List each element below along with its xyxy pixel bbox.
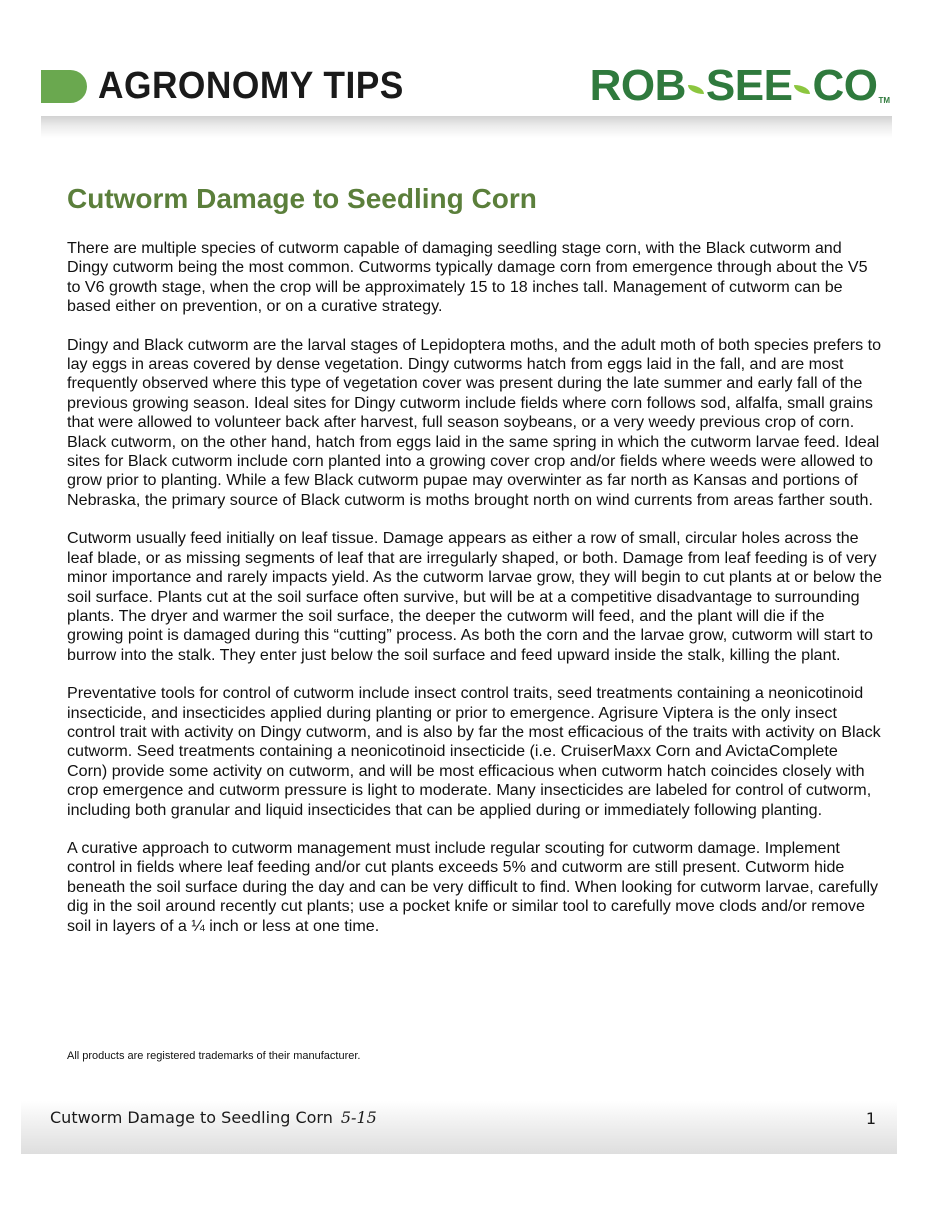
paragraph: Preventative tools for control of cutworm include insect control traits, seed treatments containing a neonicotinoid insecticide, and insecticides applied during planting or prior to emergence. Agrisure Viptera is the only insect control trait with activity on Dingy cutworm, and is also by far the most efficacious of the traits with activity on Black cutworm. Seed treatments containing a neonicotinoid insecticide (i.e. CruiserMaxx Corn and AvictaComplete Corn) provide some activity on cutworm, and will be most efficacious when cutworm hatch coincides closely with crop emergence and cutworm pressure is light to moderate. Many insecticides are labeled for control of cutworm, including both granular and liquid insecticides that can be applied during or immediately following planting. [67, 684, 881, 819]
paragraph: Cutworm usually feed initially on leaf tissue. Damage appears as either a row of small, circular holes across the leaf blade, or as missing segments of leaf that are irregularly shaped, or both. Damage from leaf feeding is of very minor importance and rarely impacts yield. As the cutworm larvae grow, they will begin to cut plants at or below the soil surface. Plants cut at the soil surface often survive, but will be at a competitive disadvantage to surrounding plants. The dryer and warmer the soil surface, the deeper the cutworm will feed, and the plant will die if the growing point is damaged during this “cutting” process. As both the corn and the larvae grow, cutworm will start to burrow into the stalk. They enter just below the soil surface and feed upward inside the stalk, killing the plant. [67, 529, 882, 664]
paragraph: There are multiple species of cutworm capable of damaging seedling stage corn, with the Black cutworm and Dingy cutworm being the most common. Cutworms typically damage corn from emergence through about the V5 to V6 growth stage, when the crop will be approximately 15 to 18 inches tall. Management of cutworm can be based either on prevention, or on a curative strategy. [67, 239, 868, 316]
header-band [41, 116, 892, 138]
page-footer [21, 1101, 897, 1154]
logo-text-see: SEE [705, 61, 793, 110]
leaf-icon [794, 85, 810, 94]
section-title: AGRONOMY TIPS [98, 65, 404, 107]
footer-title [50, 1108, 377, 1127]
trademark-mark: TM [878, 95, 890, 105]
page-number: 1 [865, 1109, 876, 1128]
company-logo [590, 62, 890, 110]
leaf-icon [688, 85, 704, 94]
article-title: Cutworm Damage to Seedling Corn [67, 183, 537, 214]
logo-text-rob: ROB [589, 61, 686, 110]
page-header [41, 52, 892, 137]
article-body [67, 239, 882, 955]
paragraph: A curative approach to cutworm management must include regular scouting for cutworm damage. Implement control in fields where leaf feeding and/or cut plants exceeds 5% and cutworm are still present. Cutworm hide beneath the soil surface during the day and can be very difficult to find. When looking for cutworm larvae, carefully dig in the soil around recently cut plants; use a pocket knife or similar tool to carefully move clods and/or remove soil in layers of a ¼ inch or less at one time. [67, 838, 879, 935]
trademark-footnote: All products are registered trademarks of their manufacturer. [67, 1050, 361, 1062]
footer-date: 5-15 [340, 1108, 377, 1127]
section-tab-icon [41, 70, 87, 103]
footer-document-title: Cutworm Damage to Seedling Corn [50, 1108, 333, 1127]
paragraph: Dingy and Black cutworm are the larval stages of Lepidoptera moths, and the adult moth of both species prefers to lay eggs in areas covered by dense vegetation. Dingy cutworms hatch from eggs laid in the fall, and are most frequently observed where this type of vegetation cover was present during the late summer and early fall of the previous growing season. Ideal sites for Dingy cutworm include fields where corn follows sod, alfalfa, small grains that were allowed to volunteer back after harvest, full season soybeans, or a very weedy previous crop of corn. Black cutworm, on the other hand, hatch from eggs laid in the same spring in which the cutworm larvae feed. Ideal sites for Black cutworm include corn planted into a growing cover crop and/or fields where weeds were allowed to grow prior to planting. While a few Black cutworm pupae may overwinter as far north as Kansas and portions of Nebraska, the primary source of Black cutworm is moths brought north on wind currents from areas farther south. [67, 335, 882, 509]
logo-text-co: CO [812, 61, 878, 110]
